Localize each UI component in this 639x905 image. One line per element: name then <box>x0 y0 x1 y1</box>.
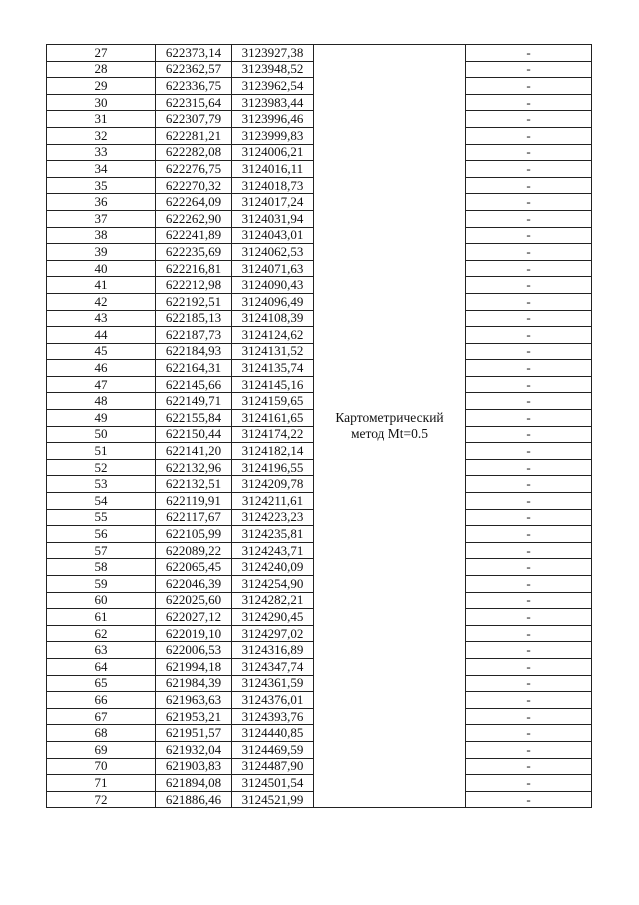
point-number-cell: 65 <box>47 675 156 692</box>
point-number-cell: 28 <box>47 61 156 78</box>
x-coordinate-cell: 622089,22 <box>156 542 232 559</box>
point-number-cell: 60 <box>47 592 156 609</box>
x-coordinate-cell: 622373,14 <box>156 45 232 62</box>
y-coordinate-cell: 3124240,09 <box>232 559 314 576</box>
x-coordinate-cell: 622132,51 <box>156 476 232 493</box>
y-coordinate-cell: 3124124,62 <box>232 327 314 344</box>
x-coordinate-cell: 621932,04 <box>156 741 232 758</box>
note-cell: - <box>466 493 592 510</box>
x-coordinate-cell: 621963,63 <box>156 692 232 709</box>
y-coordinate-cell: 3124161,65 <box>232 410 314 427</box>
x-coordinate-cell: 622006,53 <box>156 642 232 659</box>
point-number-cell: 66 <box>47 692 156 709</box>
method-line-1: Картометрический <box>335 410 444 426</box>
y-coordinate-cell: 3124016,11 <box>232 161 314 178</box>
x-coordinate-cell: 622262,90 <box>156 210 232 227</box>
x-coordinate-cell: 621984,39 <box>156 675 232 692</box>
point-number-cell: 50 <box>47 426 156 443</box>
note-cell: - <box>466 609 592 626</box>
x-coordinate-cell: 622145,66 <box>156 376 232 393</box>
note-cell: - <box>466 78 592 95</box>
point-number-cell: 63 <box>47 642 156 659</box>
x-coordinate-cell: 622185,13 <box>156 310 232 327</box>
note-cell: - <box>466 94 592 111</box>
point-number-cell: 33 <box>47 144 156 161</box>
x-coordinate-cell: 621894,08 <box>156 775 232 792</box>
method-line-2: метод Mt=0.5 <box>350 426 429 442</box>
x-coordinate-cell: 622046,39 <box>156 576 232 593</box>
point-number-cell: 37 <box>47 210 156 227</box>
note-cell: - <box>466 459 592 476</box>
x-coordinate-cell: 622264,09 <box>156 194 232 211</box>
point-number-cell: 54 <box>47 493 156 510</box>
y-coordinate-cell: 3124290,45 <box>232 609 314 626</box>
note-cell: - <box>466 791 592 808</box>
y-coordinate-cell: 3124347,74 <box>232 658 314 675</box>
y-coordinate-cell: 3123983,44 <box>232 94 314 111</box>
note-cell: - <box>466 376 592 393</box>
note-cell: - <box>466 293 592 310</box>
point-number-cell: 41 <box>47 277 156 294</box>
point-number-cell: 71 <box>47 775 156 792</box>
y-coordinate-cell: 3124393,76 <box>232 708 314 725</box>
point-number-cell: 64 <box>47 658 156 675</box>
y-coordinate-cell: 3124297,02 <box>232 625 314 642</box>
note-cell: - <box>466 210 592 227</box>
method-cell <box>314 45 466 808</box>
y-coordinate-cell: 3124361,59 <box>232 675 314 692</box>
y-coordinate-cell: 3124018,73 <box>232 177 314 194</box>
x-coordinate-cell: 622315,64 <box>156 94 232 111</box>
point-number-cell: 58 <box>47 559 156 576</box>
point-number-cell: 51 <box>47 443 156 460</box>
note-cell: - <box>466 277 592 294</box>
y-coordinate-cell: 3124487,90 <box>232 758 314 775</box>
note-cell: - <box>466 343 592 360</box>
note-cell: - <box>466 127 592 144</box>
y-coordinate-cell: 3124131,52 <box>232 343 314 360</box>
note-cell: - <box>466 725 592 742</box>
y-coordinate-cell: 3124440,85 <box>232 725 314 742</box>
y-coordinate-cell: 3124135,74 <box>232 360 314 377</box>
x-coordinate-cell: 622150,44 <box>156 426 232 443</box>
y-coordinate-cell: 3124182,14 <box>232 443 314 460</box>
x-coordinate-cell: 622019,10 <box>156 625 232 642</box>
note-cell: - <box>466 592 592 609</box>
note-cell: - <box>466 410 592 427</box>
point-number-cell: 30 <box>47 94 156 111</box>
coordinates-table-body <box>47 45 592 808</box>
x-coordinate-cell: 622027,12 <box>156 609 232 626</box>
note-cell: - <box>466 443 592 460</box>
y-coordinate-cell: 3124235,81 <box>232 526 314 543</box>
y-coordinate-cell: 3124196,55 <box>232 459 314 476</box>
x-coordinate-cell: 622164,31 <box>156 360 232 377</box>
x-coordinate-cell: 621994,18 <box>156 658 232 675</box>
note-cell: - <box>466 476 592 493</box>
x-coordinate-cell: 622241,89 <box>156 227 232 244</box>
coordinates-table <box>46 44 592 808</box>
note-cell: - <box>466 393 592 410</box>
x-coordinate-cell: 621951,57 <box>156 725 232 742</box>
x-coordinate-cell: 621903,83 <box>156 758 232 775</box>
point-number-cell: 40 <box>47 260 156 277</box>
point-number-cell: 32 <box>47 127 156 144</box>
y-coordinate-cell: 3124521,99 <box>232 791 314 808</box>
x-coordinate-cell: 622281,21 <box>156 127 232 144</box>
note-cell: - <box>466 775 592 792</box>
note-cell: - <box>466 194 592 211</box>
x-coordinate-cell: 622235,69 <box>156 244 232 261</box>
point-number-cell: 67 <box>47 708 156 725</box>
y-coordinate-cell: 3124223,23 <box>232 509 314 526</box>
note-cell: - <box>466 642 592 659</box>
note-cell: - <box>466 144 592 161</box>
point-number-cell: 70 <box>47 758 156 775</box>
x-coordinate-cell: 622187,73 <box>156 327 232 344</box>
note-cell: - <box>466 625 592 642</box>
x-coordinate-cell: 622276,75 <box>156 161 232 178</box>
point-number-cell: 48 <box>47 393 156 410</box>
x-coordinate-cell: 622270,32 <box>156 177 232 194</box>
point-number-cell: 29 <box>47 78 156 95</box>
x-coordinate-cell: 621886,46 <box>156 791 232 808</box>
note-cell: - <box>466 559 592 576</box>
y-coordinate-cell: 3124316,89 <box>232 642 314 659</box>
y-coordinate-cell: 3124211,61 <box>232 493 314 510</box>
note-cell: - <box>466 177 592 194</box>
y-coordinate-cell: 3124145,16 <box>232 376 314 393</box>
point-number-cell: 44 <box>47 327 156 344</box>
x-coordinate-cell: 622307,79 <box>156 111 232 128</box>
x-coordinate-cell: 622192,51 <box>156 293 232 310</box>
note-cell: - <box>466 260 592 277</box>
y-coordinate-cell: 3124096,49 <box>232 293 314 310</box>
point-number-cell: 43 <box>47 310 156 327</box>
point-number-cell: 31 <box>47 111 156 128</box>
note-cell: - <box>466 526 592 543</box>
x-coordinate-cell: 622117,67 <box>156 509 232 526</box>
x-coordinate-cell: 622025,60 <box>156 592 232 609</box>
y-coordinate-cell: 3124376,01 <box>232 692 314 709</box>
point-number-cell: 62 <box>47 625 156 642</box>
point-number-cell: 42 <box>47 293 156 310</box>
y-coordinate-cell: 3124254,90 <box>232 576 314 593</box>
point-number-cell: 68 <box>47 725 156 742</box>
x-coordinate-cell: 622149,71 <box>156 393 232 410</box>
y-coordinate-cell: 3123999,83 <box>232 127 314 144</box>
note-cell: - <box>466 675 592 692</box>
note-cell: - <box>466 244 592 261</box>
point-number-cell: 34 <box>47 161 156 178</box>
x-coordinate-cell: 622141,20 <box>156 443 232 460</box>
x-coordinate-cell: 622105,99 <box>156 526 232 543</box>
point-number-cell: 69 <box>47 741 156 758</box>
x-coordinate-cell: 622212,98 <box>156 277 232 294</box>
point-number-cell: 27 <box>47 45 156 62</box>
note-cell: - <box>466 310 592 327</box>
y-coordinate-cell: 3124243,71 <box>232 542 314 559</box>
note-cell: - <box>466 61 592 78</box>
x-coordinate-cell: 622336,75 <box>156 78 232 95</box>
point-number-cell: 55 <box>47 509 156 526</box>
point-number-cell: 56 <box>47 526 156 543</box>
note-cell: - <box>466 542 592 559</box>
x-coordinate-cell: 622362,57 <box>156 61 232 78</box>
y-coordinate-cell: 3123996,46 <box>232 111 314 128</box>
note-cell: - <box>466 45 592 62</box>
y-coordinate-cell: 3124006,21 <box>232 144 314 161</box>
point-number-cell: 61 <box>47 609 156 626</box>
y-coordinate-cell: 3124062,53 <box>232 244 314 261</box>
point-number-cell: 72 <box>47 791 156 808</box>
y-coordinate-cell: 3124159,65 <box>232 393 314 410</box>
point-number-cell: 36 <box>47 194 156 211</box>
point-number-cell: 57 <box>47 542 156 559</box>
point-number-cell: 47 <box>47 376 156 393</box>
note-cell: - <box>466 758 592 775</box>
point-number-cell: 59 <box>47 576 156 593</box>
point-number-cell: 45 <box>47 343 156 360</box>
x-coordinate-cell: 622216,81 <box>156 260 232 277</box>
note-cell: - <box>466 509 592 526</box>
x-coordinate-cell: 622119,91 <box>156 493 232 510</box>
point-number-cell: 38 <box>47 227 156 244</box>
note-cell: - <box>466 360 592 377</box>
y-coordinate-cell: 3123948,52 <box>232 61 314 78</box>
note-cell: - <box>466 426 592 443</box>
y-coordinate-cell: 3124043,01 <box>232 227 314 244</box>
y-coordinate-cell: 3124017,24 <box>232 194 314 211</box>
x-coordinate-cell: 622132,96 <box>156 459 232 476</box>
y-coordinate-cell: 3124282,21 <box>232 592 314 609</box>
note-cell: - <box>466 741 592 758</box>
note-cell: - <box>466 708 592 725</box>
y-coordinate-cell: 3124031,94 <box>232 210 314 227</box>
note-cell: - <box>466 327 592 344</box>
y-coordinate-cell: 3124090,43 <box>232 277 314 294</box>
y-coordinate-cell: 3124501,54 <box>232 775 314 792</box>
x-coordinate-cell: 621953,21 <box>156 708 232 725</box>
point-number-cell: 46 <box>47 360 156 377</box>
y-coordinate-cell: 3124469,59 <box>232 741 314 758</box>
x-coordinate-cell: 622155,84 <box>156 410 232 427</box>
note-cell: - <box>466 692 592 709</box>
note-cell: - <box>466 576 592 593</box>
y-coordinate-cell: 3123962,54 <box>232 78 314 95</box>
note-cell: - <box>466 658 592 675</box>
note-cell: - <box>466 227 592 244</box>
point-number-cell: 39 <box>47 244 156 261</box>
y-coordinate-cell: 3124108,39 <box>232 310 314 327</box>
point-number-cell: 53 <box>47 476 156 493</box>
note-cell: - <box>466 161 592 178</box>
table-row <box>47 45 592 62</box>
x-coordinate-cell: 622065,45 <box>156 559 232 576</box>
y-coordinate-cell: 3124174,22 <box>232 426 314 443</box>
y-coordinate-cell: 3124071,63 <box>232 260 314 277</box>
x-coordinate-cell: 622184,93 <box>156 343 232 360</box>
y-coordinate-cell: 3124209,78 <box>232 476 314 493</box>
point-number-cell: 35 <box>47 177 156 194</box>
point-number-cell: 49 <box>47 410 156 427</box>
y-coordinate-cell: 3123927,38 <box>232 45 314 62</box>
x-coordinate-cell: 622282,08 <box>156 144 232 161</box>
point-number-cell: 52 <box>47 459 156 476</box>
note-cell: - <box>466 111 592 128</box>
